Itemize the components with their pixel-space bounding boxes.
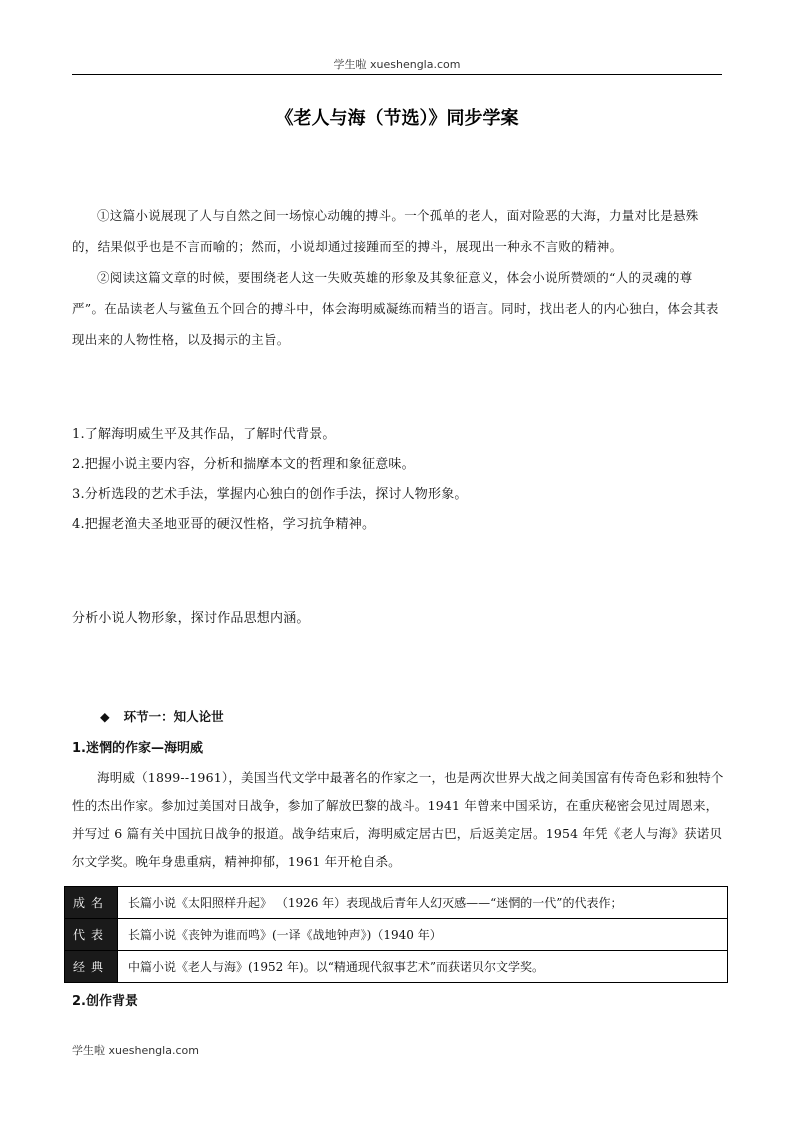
intro-paragraph-1: ①这篇小说展现了人与自然之间一场惊心动魄的搏斗。一个孤单的老人，面对险恶的大海，力量对比是悬殊的，结果似乎也是不言而喻的；然而，小说却通过接踵而至的搏斗，展现出一种永不言败的精神。	[72, 208, 699, 254]
objective-item: 4.把握老渔夫圣地亚哥的硬汉性格，学习抗争精神。	[72, 517, 376, 532]
work-description: 长篇小说《太阳照样升起》 （1926 年）表现战后青年人幻灭感——“迷惘的一代”的代表作；	[118, 887, 728, 919]
section-heading-text: 环节一：知人论世	[123, 709, 224, 724]
work-description: 长篇小说《丧钟为谁而鸣》(一译《战地钟声》)（1940 年）	[118, 919, 728, 951]
page-header: 学生啦 xueshengla.com	[333, 58, 461, 71]
works-table	[64, 886, 728, 983]
objective-item: 3.分析选段的艺术手法，掌握内心独白的创作手法，探讨人物形象。	[72, 487, 468, 502]
key-focus: 分析小说人物形象，探讨作品思想内涵。	[72, 611, 310, 626]
subheading-author: 1.迷惘的作家—海明威	[72, 741, 203, 756]
work-description: 中篇小说《老人与海》(1952 年)。以“精通现代叙事艺术”而获诺贝尔文学奖。	[118, 951, 728, 983]
work-label: 成名	[65, 887, 118, 919]
table-row	[65, 887, 728, 919]
author-bio: 海明威（1899--1961），美国当代文学中最著名的作家之一，也是两次世界大战之间美国富有传奇色彩和独特个性的杰出作家。参加过美国对日战争，参加了解放巴黎的战斗。1941 年曾来中国采访，在重庆秘密会见过周恩来，并写过 6 篇有关中国抗日战争的报道。战争结束后，海明威定居古巴，后返美定居。1954 年凭《老人与海》获诺贝尔文学奖。晚年身患重病，精神抑郁，1961 年开枪自杀。	[72, 770, 724, 869]
diamond-bullet-icon: ◆	[100, 709, 110, 724]
work-label: 代表	[65, 919, 118, 951]
header-divider	[72, 74, 722, 75]
objective-item: 1.了解海明威生平及其作品，了解时代背景。	[72, 427, 336, 442]
section-heading	[100, 707, 224, 725]
table-row	[65, 951, 728, 983]
subheading-background: 2.创作背景	[72, 994, 138, 1009]
page-footer: 学生啦 xueshengla.com	[72, 1044, 199, 1057]
table-row	[65, 919, 728, 951]
document-title: 《老人与海（节选）》同步学案	[275, 108, 519, 129]
objective-item: 2.把握小说主要内容，分析和揣摩本文的哲理和象征意味。	[72, 457, 415, 472]
intro-paragraph-2: ②阅读这篇文章的时候，要围绕老人这一失败英雄的形象及其象征意义，体会小说所赞颂的“人的灵魂的尊严”。在品读老人与鲨鱼五个回合的搏斗中，体会海明威凝练而精当的语言。同时，找出老人的内心独白，体会其表现出来的人物性格，以及揭示的主旨。	[72, 270, 719, 347]
work-label: 经典	[65, 951, 118, 983]
